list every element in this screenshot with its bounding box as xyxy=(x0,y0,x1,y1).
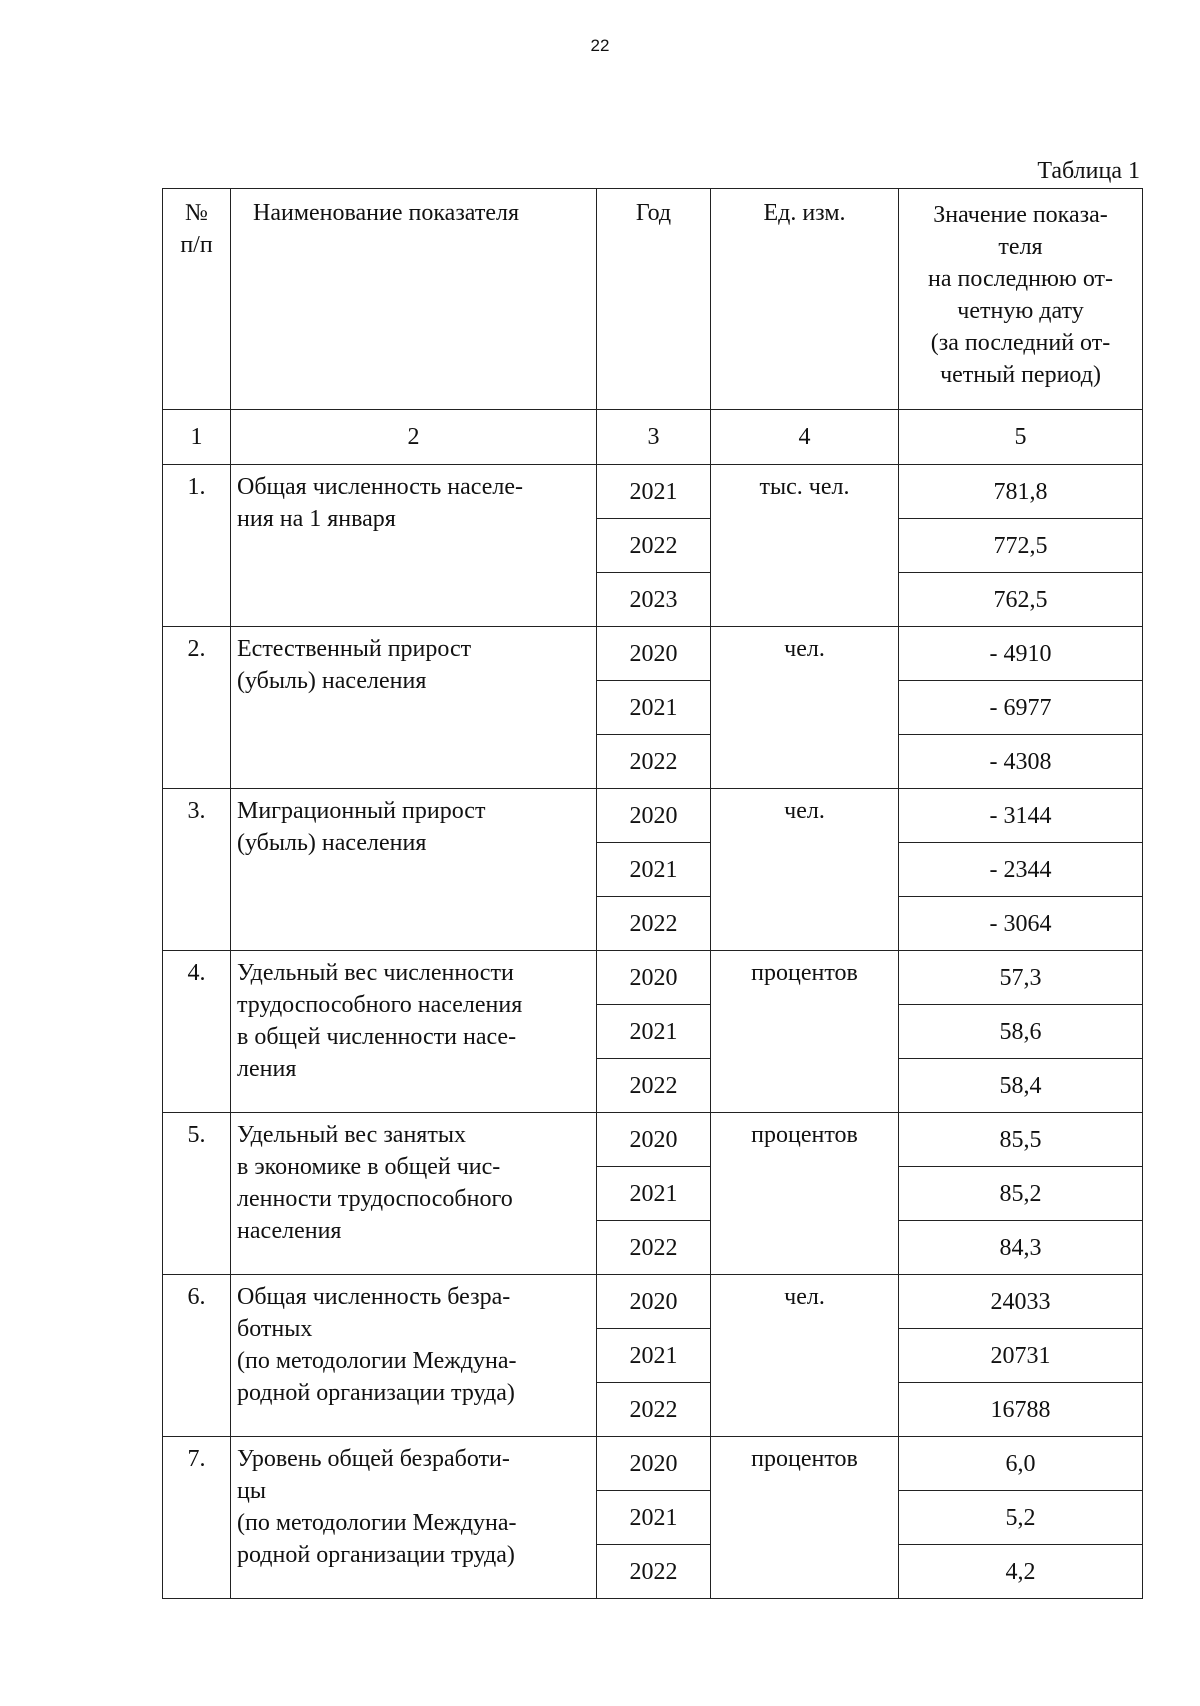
header-row xyxy=(163,189,1143,410)
header-unit: Ед. изм. xyxy=(711,189,899,410)
indicator-name: Миграционный прирост (убыль) населения xyxy=(231,789,597,951)
indicator-value: 781,8 xyxy=(899,465,1143,519)
indicator-year: 2020 xyxy=(597,1113,711,1167)
indicator-value: 57,3 xyxy=(899,951,1143,1005)
indicator-year: 2021 xyxy=(597,1167,711,1221)
indicator-number: 7. xyxy=(163,1437,231,1599)
indicator-value: 6,0 xyxy=(899,1437,1143,1491)
table-body xyxy=(163,465,1143,1599)
indicator-value: 84,3 xyxy=(899,1221,1143,1275)
header-value: Значение показа- теля на последнюю от- четную дату (за последний от- четный период) xyxy=(899,189,1143,410)
indicator-value: 772,5 xyxy=(899,519,1143,573)
indicator-year: 2021 xyxy=(597,681,711,735)
indicator-value: 58,4 xyxy=(899,1059,1143,1113)
indicator-year: 2022 xyxy=(597,519,711,573)
column-number: 5 xyxy=(899,410,1143,465)
table-row xyxy=(163,465,1143,519)
indicator-number: 5. xyxy=(163,1113,231,1275)
indicator-year: 2023 xyxy=(597,573,711,627)
column-number: 1 xyxy=(163,410,231,465)
table-caption: Таблица 1 xyxy=(1037,158,1140,184)
indicator-year: 2022 xyxy=(597,735,711,789)
indicator-year: 2020 xyxy=(597,789,711,843)
column-number: 2 xyxy=(231,410,597,465)
indicator-name: Удельный вес численности трудоспособного населения в общей численности насе- ления xyxy=(231,951,597,1113)
indicator-year: 2022 xyxy=(597,1221,711,1275)
indicator-value: 24033 xyxy=(899,1275,1143,1329)
indicator-number: 3. xyxy=(163,789,231,951)
table-row xyxy=(163,789,1143,843)
indicator-value: - 3144 xyxy=(899,789,1143,843)
indicator-year: 2022 xyxy=(597,1059,711,1113)
column-number: 3 xyxy=(597,410,711,465)
indicator-value: 5,2 xyxy=(899,1491,1143,1545)
indicator-unit: чел. xyxy=(711,1275,899,1437)
indicator-value: 85,2 xyxy=(899,1167,1143,1221)
indicator-unit: процентов xyxy=(711,1113,899,1275)
indicator-unit: чел. xyxy=(711,627,899,789)
page-number: 22 xyxy=(590,36,610,55)
indicator-year: 2021 xyxy=(597,465,711,519)
indicator-year: 2020 xyxy=(597,627,711,681)
indicator-unit: чел. xyxy=(711,789,899,951)
indicator-value: - 3064 xyxy=(899,897,1143,951)
indicator-value: 58,6 xyxy=(899,1005,1143,1059)
indicator-unit: процентов xyxy=(711,951,899,1113)
indicator-value: 16788 xyxy=(899,1383,1143,1437)
indicator-value: - 4910 xyxy=(899,627,1143,681)
indicator-name: Уровень общей безработи- цы (по методологии Междуна- родной организации труда) xyxy=(231,1437,597,1599)
column-number: 4 xyxy=(711,410,899,465)
indicator-year: 2021 xyxy=(597,843,711,897)
column-number-row xyxy=(163,410,1143,465)
indicator-year: 2021 xyxy=(597,1329,711,1383)
header-year: Год xyxy=(597,189,711,410)
indicator-value: 85,5 xyxy=(899,1113,1143,1167)
indicator-name: Естественный прирост (убыль) населения xyxy=(231,627,597,789)
indicator-number: 6. xyxy=(163,1275,231,1437)
indicator-value: - 6977 xyxy=(899,681,1143,735)
indicator-year: 2022 xyxy=(597,1545,711,1599)
indicator-unit: тыс. чел. xyxy=(711,465,899,627)
indicator-value: - 4308 xyxy=(899,735,1143,789)
indicator-number: 2. xyxy=(163,627,231,789)
indicator-name: Общая численность населе- ния на 1 января xyxy=(231,465,597,627)
indicator-value: 4,2 xyxy=(899,1545,1143,1599)
indicator-value: - 2344 xyxy=(899,843,1143,897)
indicator-unit: процентов xyxy=(711,1437,899,1599)
indicator-value: 20731 xyxy=(899,1329,1143,1383)
table-row xyxy=(163,951,1143,1005)
table-row xyxy=(163,1275,1143,1329)
indicator-year: 2020 xyxy=(597,1275,711,1329)
indicator-year: 2020 xyxy=(597,1437,711,1491)
indicator-year: 2020 xyxy=(597,951,711,1005)
table-row xyxy=(163,627,1143,681)
indicator-year: 2022 xyxy=(597,897,711,951)
table-row xyxy=(163,1437,1143,1491)
indicator-year: 2022 xyxy=(597,1383,711,1437)
indicator-number: 1. xyxy=(163,465,231,627)
indicator-year: 2021 xyxy=(597,1491,711,1545)
indicator-number: 4. xyxy=(163,951,231,1113)
indicators-table xyxy=(162,188,1143,1599)
header-name: Наименование показателя xyxy=(231,189,597,410)
indicator-name: Удельный вес занятых в экономике в общей чис- ленности трудоспособного населения xyxy=(231,1113,597,1275)
indicator-value: 762,5 xyxy=(899,573,1143,627)
indicator-name: Общая численность безра- ботных (по методологии Междуна- родной организации труда) xyxy=(231,1275,597,1437)
indicator-year: 2021 xyxy=(597,1005,711,1059)
header-num: № п/п xyxy=(163,189,231,410)
table-row xyxy=(163,1113,1143,1167)
